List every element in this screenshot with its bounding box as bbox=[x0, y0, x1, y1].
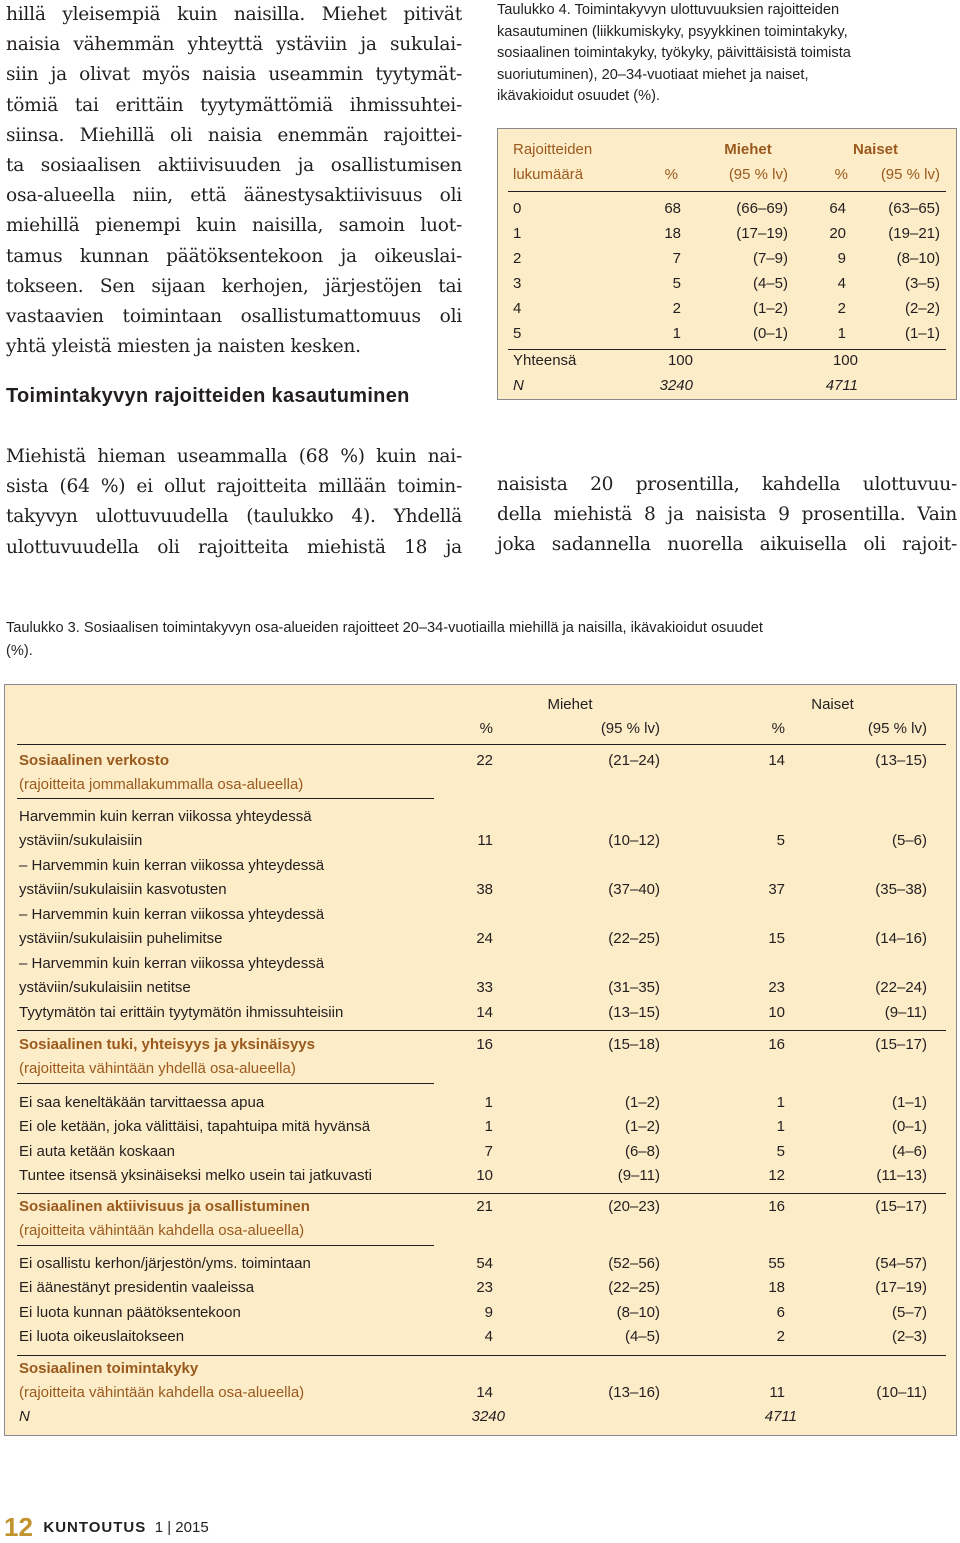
table4-header-pct: % bbox=[664, 166, 678, 183]
table3-cell: 23 bbox=[476, 1279, 493, 1296]
table4-cell: (0–1) bbox=[752, 325, 788, 342]
table4-cell: 2 bbox=[513, 250, 522, 267]
table3-item-label: Tuntee itsensä yksinäiseksi melko usein tai jatkuvasti bbox=[19, 1167, 372, 1184]
table3-cell: (22–25) bbox=[608, 930, 660, 947]
table4-cell: 1 bbox=[837, 325, 846, 342]
table3-cell: 14 bbox=[476, 1384, 493, 1401]
table3-item-label: – Harvemmin kuin kerran viikossa yhteydessä bbox=[19, 906, 325, 923]
table4-n-women: 4711 bbox=[825, 377, 858, 394]
text-line: tamus kunnan päätöksentekoon ja oikeuslai- bbox=[6, 245, 462, 267]
table3-cell: (11–13) bbox=[876, 1167, 927, 1184]
table4-cell: 18 bbox=[664, 225, 681, 242]
table3-group-title: Sosiaalinen verkosto bbox=[19, 752, 170, 769]
table3-cell: (52–56) bbox=[608, 1255, 660, 1272]
table4-header-men: Miehet bbox=[724, 141, 772, 158]
table3-header-women: Naiset bbox=[811, 696, 854, 713]
table3-cell: 18 bbox=[768, 1279, 785, 1296]
table3-item-label: ystäviin/sukulaisiin kasvotusten bbox=[19, 881, 227, 898]
caption-line: Taulukko 3. Sosiaalisen toimintakyvyn osa-alueiden rajoitteet 20–34-vuotiailla miehillä ja naisilla, ikävakioidut osuudet bbox=[6, 620, 763, 636]
table3-cell: (15–17) bbox=[875, 1036, 927, 1053]
table4 bbox=[497, 128, 957, 400]
table3-cell: 9 bbox=[484, 1304, 493, 1321]
table3-item-label: Ei äänestänyt presidentin vaaleissa bbox=[19, 1279, 255, 1296]
table3-header-men: Miehet bbox=[547, 696, 593, 713]
table3-cell: (0–1) bbox=[891, 1118, 927, 1135]
table3-cell: 6 bbox=[776, 1304, 785, 1321]
table3-cell: (22–24) bbox=[875, 979, 927, 996]
table3-rule bbox=[17, 1030, 946, 1031]
table3-cell: (37–40) bbox=[608, 881, 660, 898]
table4-cell: 4 bbox=[513, 300, 522, 317]
table4-header-label: Rajoitteiden bbox=[513, 141, 593, 158]
table3-n-women: 4711 bbox=[764, 1408, 797, 1425]
body-paragraph-2 bbox=[6, 442, 462, 563]
table3-cell: (22–25) bbox=[608, 1279, 660, 1296]
text-line: vastaavien toimintaan osallistumattomuus oli bbox=[6, 306, 462, 328]
table3-cell: 22 bbox=[476, 752, 493, 769]
table3-cell: 54 bbox=[476, 1255, 493, 1272]
table4-header-pct: % bbox=[834, 166, 848, 183]
table4-cell: 64 bbox=[829, 200, 846, 217]
table3-final-subtitle: (rajoitteita vähintään kahdella osa-alueella) bbox=[19, 1384, 305, 1401]
table3-cell: (10–11) bbox=[876, 1384, 927, 1401]
table4-cell: (2–2) bbox=[904, 300, 940, 317]
table4-cell: (63–65) bbox=[888, 200, 940, 217]
table3-item-label: Harvemmin kuin kerran viikossa yhteydessä bbox=[19, 808, 312, 825]
table3-group-title: Sosiaalinen tuki, yhteisyys ja yksinäisyys bbox=[19, 1036, 315, 1053]
table3-cell: 33 bbox=[476, 979, 493, 996]
table4-cell: 20 bbox=[829, 225, 846, 242]
table3 bbox=[4, 684, 957, 1436]
text-line: naisista 20 prosentilla, kahdella ulottuvuu- bbox=[497, 474, 957, 495]
table3-cell: (1–1) bbox=[891, 1094, 927, 1111]
table3-item-label: ystäviin/sukulaisiin netitse bbox=[19, 979, 191, 996]
caption-line: sosiaalinen toimintakyky, työkyky, päivittäisistä toimista bbox=[497, 45, 851, 61]
text-line: sista (64 %) ei ollut rajoitteita millään toimin- bbox=[6, 476, 462, 498]
table3-item-label: Tyytymätön tai erittäin tyytymätön ihmissuhteisiin bbox=[19, 1004, 344, 1021]
table4-total-label: Yhteensä bbox=[513, 352, 577, 369]
text-line: siin ja olivat myös naisia useammin tyytymät- bbox=[6, 64, 462, 86]
table3-cell: (1–2) bbox=[624, 1094, 660, 1111]
table4-header-label: lukumäärä bbox=[513, 166, 584, 183]
table3-rule bbox=[17, 798, 434, 799]
table3-rule bbox=[17, 1355, 946, 1356]
table3-item-label: ystäviin/sukulaisiin bbox=[19, 832, 143, 849]
table3-n-men: 3240 bbox=[471, 1408, 505, 1425]
table3-cell: 4 bbox=[484, 1328, 493, 1345]
caption-line: suoriutuminen), 20–34-vuotiaat miehet ja naiset, bbox=[497, 66, 809, 83]
table3-cell: 14 bbox=[476, 1004, 493, 1021]
table3-rule bbox=[17, 744, 946, 745]
table3-item-label: ystäviin/sukulaisiin puhelimitse bbox=[19, 930, 223, 947]
table3-cell: (8–10) bbox=[616, 1304, 660, 1321]
table4-header-ci: (95 % lv) bbox=[880, 166, 940, 183]
table3-cell: 37 bbox=[768, 881, 785, 898]
table3-cell: (9–11) bbox=[884, 1004, 927, 1021]
table4-cell: 1 bbox=[672, 325, 681, 342]
table3-cell: (1–2) bbox=[624, 1118, 660, 1135]
text-line: ta sosiaalisen aktiivisuuden ja osallistumisen bbox=[6, 155, 462, 177]
table4-cell: (7–9) bbox=[752, 250, 788, 267]
table3-cell: (14–16) bbox=[875, 930, 927, 947]
table3-cell: 11 bbox=[769, 1384, 785, 1401]
table3-cell: (5–7) bbox=[891, 1304, 927, 1321]
table3-cell: 24 bbox=[476, 930, 493, 947]
left-column bbox=[6, 0, 462, 362]
table4-cell: (17–19) bbox=[736, 225, 788, 242]
table3-cell: 2 bbox=[776, 1328, 785, 1345]
table3-group-title: Sosiaalinen aktiivisuus ja osallistuminen bbox=[19, 1198, 310, 1215]
table4-cell: 5 bbox=[672, 275, 681, 292]
table4-cell: (19–21) bbox=[888, 225, 940, 242]
text-line: ulottuvuudella oli rajoitteita miehistä 18 ja bbox=[6, 536, 462, 558]
table4-cell: (8–10) bbox=[896, 250, 940, 267]
table3-rule bbox=[17, 1083, 434, 1084]
table4-rule bbox=[508, 349, 946, 350]
table3-item-label: – Harvemmin kuin kerran viikossa yhteydessä bbox=[19, 955, 325, 972]
table3-cell: (2–3) bbox=[891, 1328, 927, 1345]
table3-n-label: N bbox=[19, 1408, 30, 1425]
table4-cell: (1–1) bbox=[904, 325, 940, 342]
table3-cell: 10 bbox=[476, 1167, 493, 1184]
table3-cell: 1 bbox=[484, 1118, 493, 1135]
page-number: 12 bbox=[4, 1512, 33, 1542]
table3-cell: (21–24) bbox=[608, 752, 660, 769]
caption-line: kasautuminen (liikkumiskyky, psyykkinen toimintakyky, bbox=[497, 23, 848, 40]
table3-cell: (4–5) bbox=[624, 1328, 660, 1345]
table3-cell: (13–15) bbox=[608, 1004, 660, 1021]
table4-n-label: N bbox=[513, 377, 524, 394]
table4-cell: (1–2) bbox=[752, 300, 788, 317]
table4-cell: (4–5) bbox=[752, 275, 788, 292]
table3-cell: (31–35) bbox=[608, 979, 660, 996]
table3-cell: 16 bbox=[768, 1036, 785, 1053]
table3-cell: (13–15) bbox=[875, 752, 927, 769]
table3-cell: (9–11) bbox=[617, 1167, 660, 1184]
table4-cell: 2 bbox=[837, 300, 846, 317]
table3-cell: (54–57) bbox=[875, 1255, 927, 1272]
table3-header-ci: (95 % lv) bbox=[867, 720, 927, 737]
text-line: osa-alueella niin, että äänestysaktiivisuus oli bbox=[6, 185, 462, 207]
table4-cell: 4 bbox=[837, 275, 846, 292]
table4-header-ci: (95 % lv) bbox=[728, 166, 788, 183]
table3-cell: (5–6) bbox=[891, 832, 927, 849]
table3-final-title: Sosiaalinen toimintakyky bbox=[19, 1360, 199, 1377]
table3-cell: (13–16) bbox=[608, 1384, 660, 1401]
table3-cell: (17–19) bbox=[875, 1279, 927, 1296]
table3-item-label: Ei ole ketään, joka välittäisi, tapahtuipa mitä hyvänsä bbox=[19, 1118, 371, 1135]
table4-rule bbox=[508, 191, 946, 192]
table3-cell: 38 bbox=[476, 881, 493, 898]
table3-item-label: Ei osallistu kerhon/järjestön/yms. toimintaan bbox=[19, 1255, 311, 1272]
table3-group-subtitle: (rajoitteita vähintään kahdella osa-alueella) bbox=[19, 1222, 305, 1239]
table4-cell: 1 bbox=[513, 225, 522, 242]
table3-header-ci: (95 % lv) bbox=[600, 720, 660, 737]
text-line: miehillä pienempi kuin naisilla, samoin luot- bbox=[6, 215, 462, 237]
table4-cell: 68 bbox=[664, 200, 681, 217]
text-line: naisia vähemmän yhteyttä ystäviin ja sukulai- bbox=[6, 34, 462, 56]
table4-cell: (66–69) bbox=[736, 200, 788, 217]
table3-cell: 5 bbox=[776, 1143, 785, 1160]
table3-cell: 1 bbox=[484, 1094, 493, 1111]
table3-item-label: Ei luota kunnan päätöksentekoon bbox=[19, 1304, 241, 1321]
text-line: takyvyn ulottuvuudella (taulukko 4). Yhdellä bbox=[6, 506, 462, 528]
text-line: Miehistä hieman useammalla (68 %) kuin nai- bbox=[6, 446, 462, 467]
table3-cell: 21 bbox=[476, 1198, 493, 1215]
table3-cell: 12 bbox=[768, 1167, 785, 1184]
text-line: siinsa. Miehillä oli naisia enemmän rajoittei- bbox=[6, 124, 462, 146]
section-heading: Toimintakyvyn rajoitteiden kasautuminen bbox=[6, 385, 410, 407]
table3-caption bbox=[6, 617, 956, 663]
table3-cell: 5 bbox=[776, 832, 785, 849]
table3-item-label: Ei auta ketään koskaan bbox=[19, 1143, 175, 1160]
caption-line: (%). bbox=[6, 643, 33, 659]
table3-cell: 16 bbox=[768, 1198, 785, 1215]
table3-cell: 1 bbox=[776, 1118, 785, 1135]
table3-item-label: Ei saa keneltäkään tarvittaessa apua bbox=[19, 1094, 265, 1111]
table3-rule bbox=[17, 1193, 946, 1194]
text-line: yhtä yleistä miesten ja naisten kesken. bbox=[6, 336, 361, 358]
table4-cell: 2 bbox=[672, 300, 681, 317]
text-line: della miehistä 8 ja naisista 9 prosentilla. Vain bbox=[497, 504, 957, 526]
table3-cell: (10–12) bbox=[608, 832, 660, 849]
table3-cell: 16 bbox=[476, 1036, 493, 1053]
caption-line: ikävakioidut osuudet (%). bbox=[497, 88, 661, 104]
table4-n-men: 3240 bbox=[659, 377, 693, 394]
text-line: tokseen. Sen sijaan kerhojen, järjestöjen tai bbox=[6, 275, 462, 297]
table3-item-label: – Harvemmin kuin kerran viikossa yhteydessä bbox=[19, 857, 325, 874]
text-line: hillä yleisempiä kuin naisilla. Miehet pitivät bbox=[6, 4, 462, 25]
table3-cell: (35–38) bbox=[875, 881, 927, 898]
caption-line: Taulukko 4. Toimintakyvyn ulottuvuuksien rajoitteiden bbox=[497, 2, 840, 18]
table4-total-men: 100 bbox=[667, 352, 693, 369]
table3-cell: (4–6) bbox=[891, 1143, 927, 1160]
table4-cell: 9 bbox=[837, 250, 846, 267]
table3-header-pct: % bbox=[479, 720, 493, 737]
table3-group-subtitle: (rajoitteita jommallakummalla osa-alueella) bbox=[19, 776, 304, 793]
table3-cell: 7 bbox=[484, 1143, 493, 1160]
table3-item-label: Ei luota oikeuslaitokseen bbox=[19, 1328, 185, 1345]
table3-cell: (15–18) bbox=[608, 1036, 660, 1053]
issue-number: 1 | 2015 bbox=[154, 1519, 209, 1536]
table4-header-women: Naiset bbox=[852, 141, 899, 158]
table3-group-subtitle: (rajoitteita vähintään yhdellä osa-alueella) bbox=[19, 1060, 296, 1077]
page-footer bbox=[4, 1512, 209, 1543]
table4-cell: 7 bbox=[672, 250, 681, 267]
table3-cell: 1 bbox=[776, 1094, 785, 1111]
table4-total-women: 100 bbox=[832, 352, 858, 369]
table3-cell: 11 bbox=[477, 832, 493, 849]
table3-cell: 10 bbox=[768, 1004, 785, 1021]
body-paragraph-3 bbox=[497, 470, 957, 561]
table3-header-pct: % bbox=[771, 720, 785, 737]
table3-cell: 14 bbox=[768, 752, 785, 769]
table4-cell: (3–5) bbox=[904, 275, 940, 292]
magazine-name: KUNTOUTUS bbox=[43, 1519, 147, 1536]
body-paragraph-1 bbox=[6, 0, 462, 362]
table4-cell: 0 bbox=[513, 200, 522, 217]
table3-cell: 15 bbox=[768, 930, 785, 947]
table3-cell: (15–17) bbox=[875, 1198, 927, 1215]
text-line: joka sadannella nuorella aikuisella oli rajoit- bbox=[497, 534, 957, 556]
text-line: tömiä tai erittäin tyytymättömiä ihmissuhtei- bbox=[6, 94, 462, 116]
table4-cell: 5 bbox=[513, 325, 522, 342]
table3-cell: (6–8) bbox=[624, 1143, 660, 1160]
table4-caption bbox=[497, 0, 957, 108]
table3-cell: 23 bbox=[768, 979, 785, 996]
table4-cell: 3 bbox=[513, 275, 522, 292]
table3-cell: (20–23) bbox=[608, 1198, 660, 1215]
table3-cell: 55 bbox=[768, 1255, 785, 1272]
table3-rule bbox=[17, 1245, 434, 1246]
